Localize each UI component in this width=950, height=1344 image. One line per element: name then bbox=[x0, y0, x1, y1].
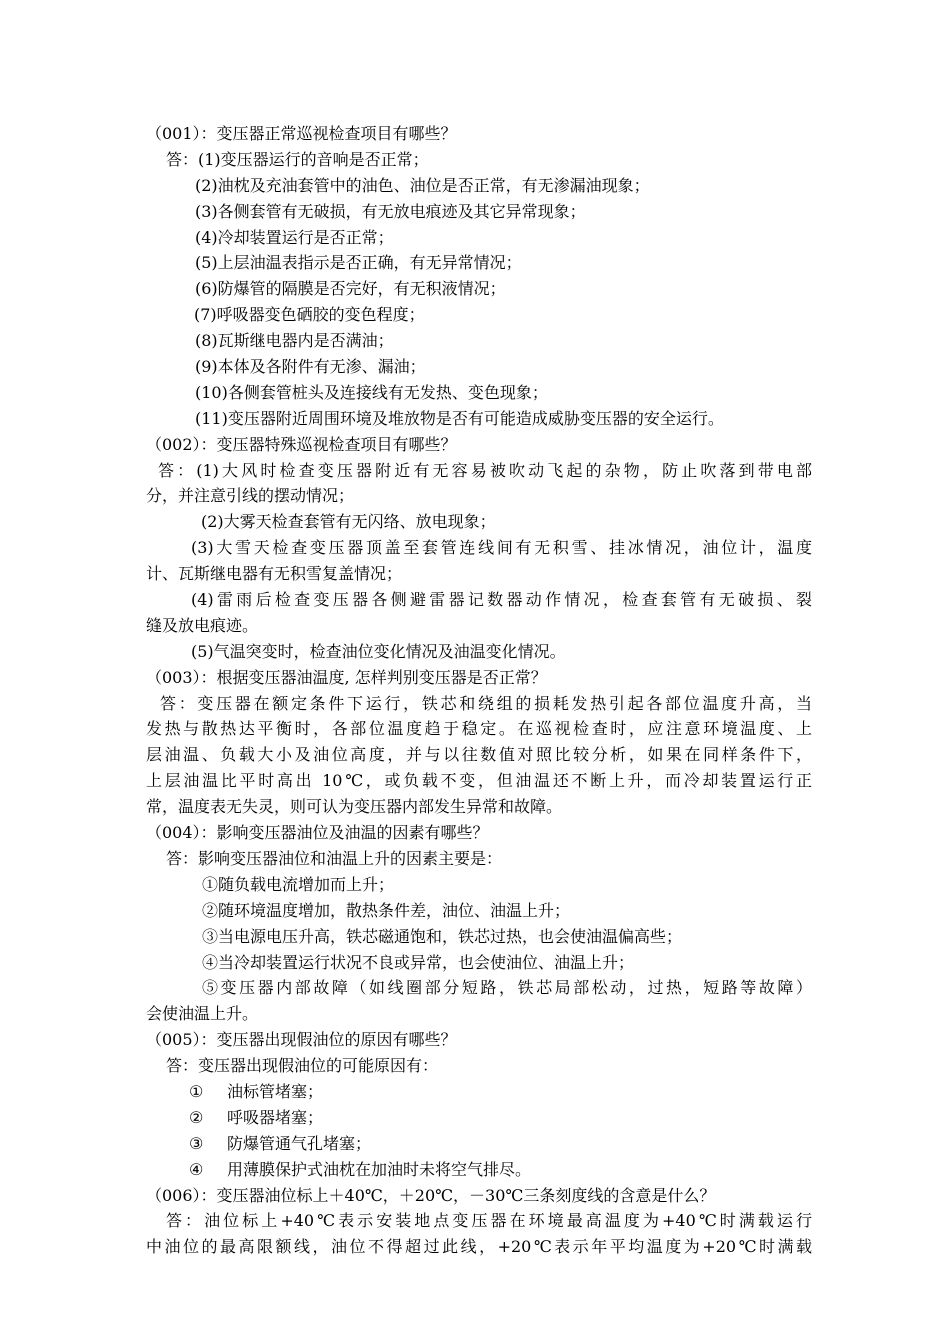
answer-002-line: (3)大雪天检查变压器顶盖至套管连线间有无积雪、挂冰情况，油位计，温度 bbox=[191, 538, 812, 558]
answer-002-line: 答：(1)大风时检查变压器附近有无容易被吹动飞起的杂物，防止吹落到带电部 bbox=[158, 460, 812, 480]
answer-003-line: 答：变压器在额定条件下运行，铁芯和绕组的损耗发热引起各部位温度升高，当 bbox=[160, 693, 812, 713]
question-006: （006）：变压器油位标上＋40℃，＋20℃，－30℃三条刻度线的含意是什么？ bbox=[146, 1185, 716, 1205]
answer-001-line: (5)上层油温表指示是否正确，有无异常情况； bbox=[195, 253, 522, 273]
cause-text: 用薄膜保护式油枕在加油时未将空气排尽。 bbox=[227, 1159, 532, 1179]
cause-text: 呼吸器堵塞； bbox=[227, 1107, 324, 1127]
answer-004-line: 答：影响变压器油位和油温上升的因素主要是： bbox=[166, 848, 503, 868]
answer-003-line: 上层油温比平时高出 10℃，或负载不变，但油温还不断上升，而冷却装置运行正 bbox=[146, 771, 812, 791]
answer-005-intro: 答：变压器出现假油位的可能原因有： bbox=[166, 1056, 439, 1076]
document-body bbox=[146, 121, 812, 1260]
question-002: （002）：变压器特殊巡视检查项目有哪些？ bbox=[146, 434, 457, 454]
answer-006-line: 答：油位标上+40℃表示安装地点变压器在环境最高温度为+40℃时满载运行 bbox=[166, 1211, 812, 1231]
question-003: （003）：根据变压器油温度, 怎样判别变压器是否正常？ bbox=[146, 667, 547, 687]
answer-004-line: ③当电源电压升高，铁芯磁通饱和，铁芯过热，也会使油温偏高些； bbox=[202, 926, 683, 946]
answer-005-cause bbox=[146, 1105, 812, 1131]
answer-002-line: (4)雷雨后检查变压器各侧避雷器记数器动作情况，检查套管有无破损、裂 bbox=[191, 590, 812, 610]
answer-001-line: (11)变压器附近周围环境及堆放物是否有可能造成威胁变压器的安全运行。 bbox=[195, 408, 724, 428]
answer-002-line: 分，并注意引线的摆动情况； bbox=[146, 486, 355, 506]
answer-001-line: (2)油枕及充油套管中的油色、油位是否正常，有无渗漏油现象； bbox=[195, 175, 650, 195]
answer-004-line: ⑤变压器内部故障（如线圈部分短路，铁芯局部松动，过热，短路等故障） bbox=[202, 978, 812, 998]
question-005: （005）：变压器出现假油位的原因有哪些？ bbox=[146, 1030, 457, 1050]
cause-number: ① bbox=[189, 1081, 204, 1101]
answer-001-line: (8)瓦斯继电器内是否满油； bbox=[195, 331, 394, 351]
question-004: （004）：影响变压器油位及油温的因素有哪些？ bbox=[146, 823, 489, 843]
answer-003-line: 常，温度表无失灵，则可认为变压器内部发生异常和故障。 bbox=[146, 797, 563, 817]
answer-006-line: 中油位的最高限额线，油位不得超过此线，+20℃表示年平均温度为+20℃时满载 bbox=[146, 1237, 812, 1257]
answer-004-line: 会使油温上升。 bbox=[146, 1004, 259, 1024]
answer-002-line: 缝及放电痕迹。 bbox=[146, 615, 259, 635]
answer-001-line: (3)各侧套管有无破损，有无放电痕迹及其它异常现象； bbox=[195, 201, 586, 221]
answer-005-cause bbox=[146, 1079, 812, 1105]
cause-number: ③ bbox=[189, 1133, 204, 1153]
answer-001-line: (7)呼吸器变色硒胶的变色程度； bbox=[194, 305, 425, 325]
answer-001-line: (6)防爆管的隔膜是否完好，有无积液情况； bbox=[195, 279, 506, 299]
answer-001-line: (4)冷却装置运行是否正常； bbox=[195, 227, 394, 247]
answer-003-line: 发热与散热达平衡时，各部位温度趋于稳定。在巡视检查时，应注意环境温度、上 bbox=[146, 719, 812, 739]
question-001: （001）：变压器正常巡视检查项目有哪些？ bbox=[146, 124, 457, 143]
answer-005-cause bbox=[146, 1131, 812, 1157]
answer-004-line: ①随负载电流增加而上升； bbox=[202, 874, 395, 894]
cause-number: ② bbox=[189, 1107, 204, 1127]
cause-text: 油标管堵塞； bbox=[227, 1081, 324, 1101]
answer-005-cause bbox=[146, 1157, 812, 1183]
answer-002-line: (2)大雾天检查套管有无闪络、放电现象； bbox=[201, 512, 496, 532]
answer-004-line: ②随环境温度增加，散热条件差，油位、油温上升； bbox=[202, 900, 571, 920]
answer-001-line: 答：(1)变压器运行的音响是否正常； bbox=[166, 149, 429, 169]
answer-001-line: (10)各侧套管桩头及连接线有无发热、变色现象； bbox=[195, 382, 548, 402]
answer-002-line: 计、瓦斯继电器有无积雪复盖情况； bbox=[146, 564, 403, 584]
answer-004-line: ④当冷却装置运行状况不良或异常，也会使油位、油温上升； bbox=[202, 952, 635, 972]
answer-002-line: (5)气温突变时，检查油位变化情况及油温变化情况。 bbox=[191, 641, 566, 661]
cause-text: 防爆管通气孔堵塞； bbox=[227, 1133, 372, 1153]
answer-001-line: (9)本体及各附件有无渗、漏油； bbox=[195, 357, 426, 377]
answer-003-line: 层油温、负载大小及油位高度，并与以往数值对照比较分析，如果在同样条件下， bbox=[146, 745, 812, 765]
cause-number: ④ bbox=[189, 1159, 204, 1179]
